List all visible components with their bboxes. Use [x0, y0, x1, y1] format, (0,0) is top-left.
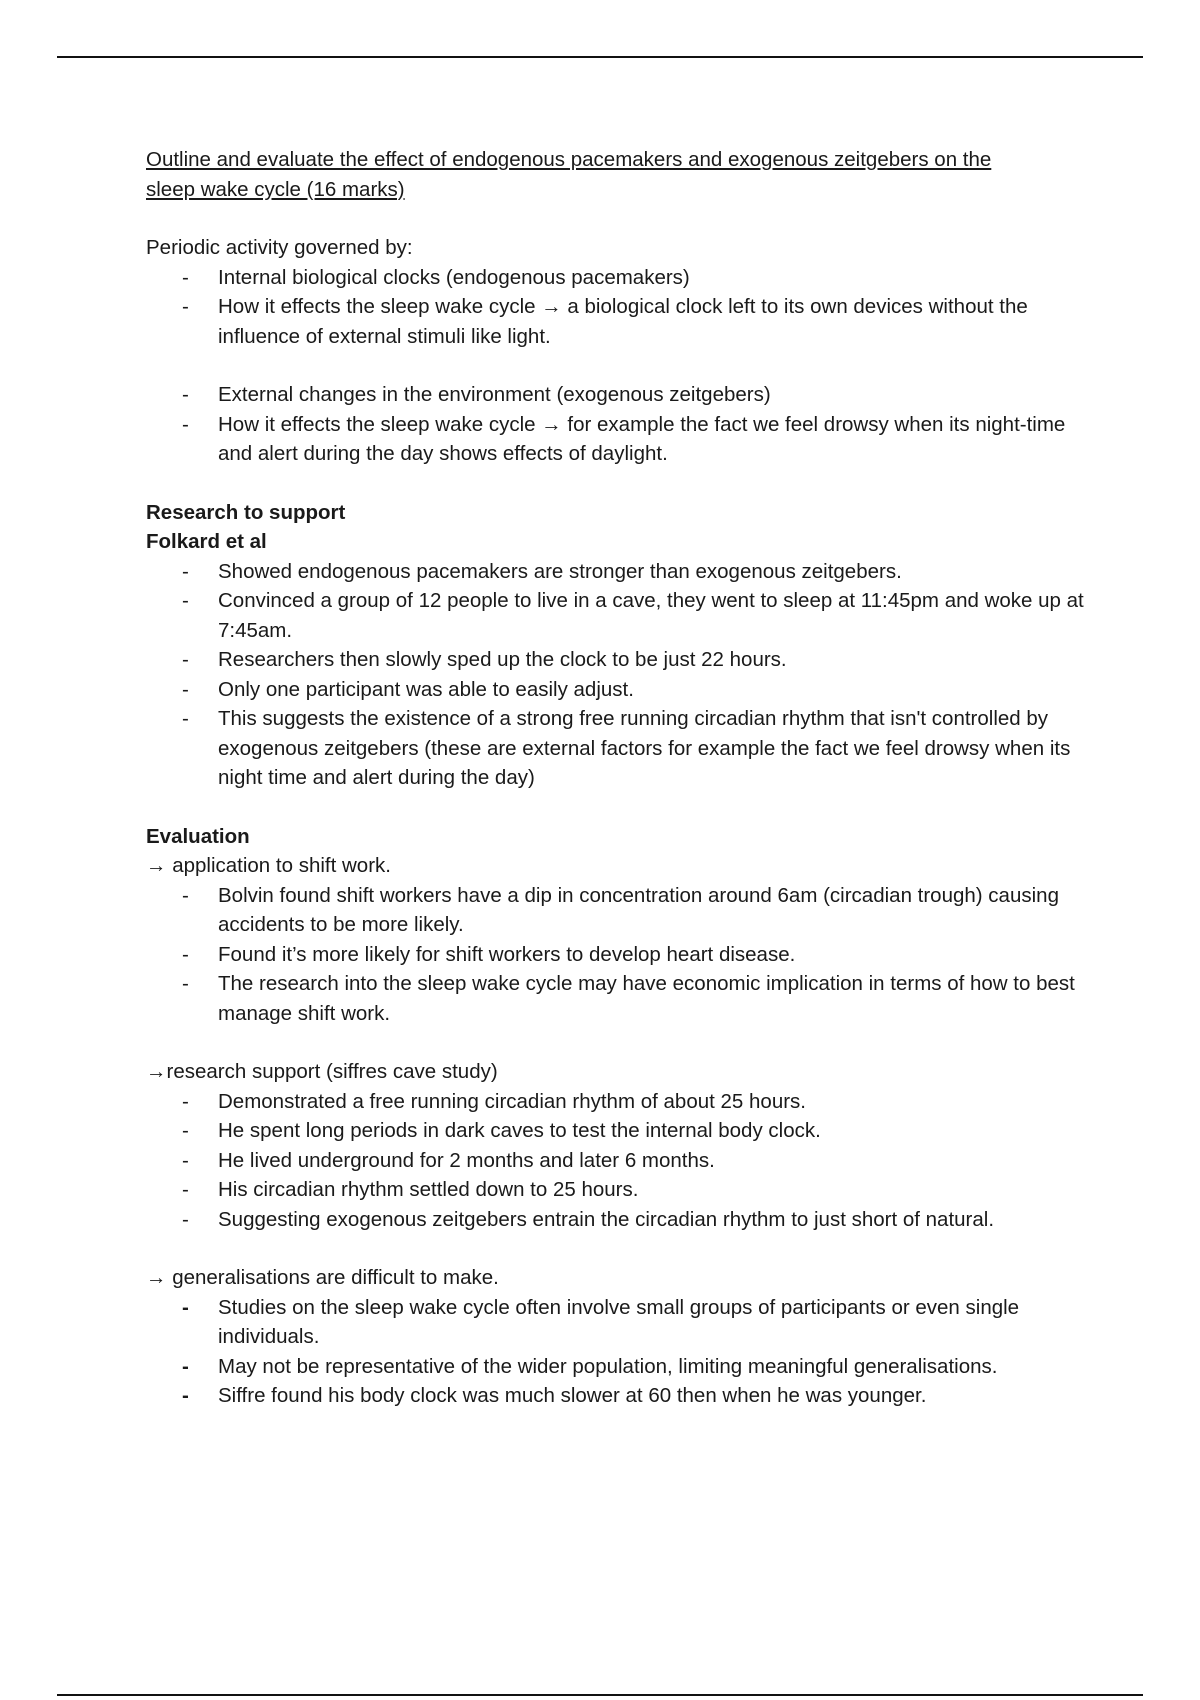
list-item: - This suggests the existence of a strong free running circadian rhythm that isn't controlled by exogenous zeitgebers (these are external factors for example the fact we feel drowsy when its night time and alert during the day)	[146, 704, 1086, 793]
list-item: - How it effects the sleep wake cycle → a biological clock left to its own devices without the influence of external stimuli like light.	[146, 292, 1086, 351]
evaluation-point-1-list	[146, 881, 1086, 1029]
list-item: - Internal biological clocks (endogenous pacemakers)	[146, 263, 1086, 293]
list-item: - How it effects the sleep wake cycle → for example the fact we feel drowsy when its night-time and alert during the day shows effects of daylight.	[146, 410, 1086, 469]
research-heading: Research to support	[146, 500, 346, 524]
intro-list-endogenous	[146, 263, 1086, 352]
evaluation-point-3-list	[146, 1293, 1086, 1411]
list-item: - The research into the sleep wake cycle may have economic implication in terms of how to best manage shift work.	[146, 969, 1086, 1028]
list-item: - His circadian rhythm settled down to 25 hours.	[146, 1175, 1086, 1205]
list-item: - Showed endogenous pacemakers are stronger than exogenous zeitgebers.	[146, 557, 1086, 587]
list-item: - Found it’s more likely for shift workers to develop heart disease.	[146, 940, 1086, 970]
list-item: - May not be representative of the wider population, limiting meaningful generalisations.	[146, 1352, 1086, 1382]
evaluation-heading: Evaluation	[146, 824, 250, 848]
document-body	[146, 145, 1086, 1411]
evaluation-point-1-lead: → application to shift work.	[146, 854, 391, 877]
title-line-1: Outline and evaluate the effect of endogenous pacemakers and exogenous zeitgebers on the	[146, 148, 992, 171]
document-title	[146, 145, 1086, 204]
list-item: - Only one participant was able to easily adjust.	[146, 675, 1086, 705]
list-item: - Bolvin found shift workers have a dip in concentration around 6am (circadian trough) causing accidents to be more likely.	[146, 881, 1086, 940]
list-item: - External changes in the environment (exogenous zeitgebers)	[146, 380, 1086, 410]
list-item: - Convinced a group of 12 people to live in a cave, they went to sleep at 11:45pm and woke up at 7:45am.	[146, 586, 1086, 645]
list-item: - Siffre found his body clock was much slower at 60 then when he was younger.	[146, 1381, 1086, 1411]
list-item: - Researchers then slowly sped up the clock to be just 22 hours.	[146, 645, 1086, 675]
list-item: - Studies on the sleep wake cycle often involve small groups of participants or even single individuals.	[146, 1293, 1086, 1352]
evaluation-point-2-list	[146, 1087, 1086, 1235]
list-item: - Suggesting exogenous zeitgebers entrain the circadian rhythm to just short of natural.	[146, 1205, 1086, 1235]
header-rule	[57, 56, 1143, 58]
intro-list-exogenous	[146, 380, 1086, 469]
title-line-2: sleep wake cycle (16 marks)	[146, 177, 405, 201]
list-item: - Demonstrated a free running circadian rhythm of about 25 hours.	[146, 1087, 1086, 1117]
intro-lead: Periodic activity governed by:	[146, 236, 413, 259]
evaluation-point-3-lead: → generalisations are difficult to make.	[146, 1266, 499, 1289]
list-item: - He lived underground for 2 months and later 6 months.	[146, 1146, 1086, 1176]
evaluation-point-2-lead: →research support (siffres cave study)	[146, 1060, 498, 1083]
list-item: - He spent long periods in dark caves to test the internal body clock.	[146, 1116, 1086, 1146]
footer-rule	[57, 1694, 1143, 1696]
research-list	[146, 557, 1086, 793]
research-subheading: Folkard et al	[146, 530, 267, 553]
